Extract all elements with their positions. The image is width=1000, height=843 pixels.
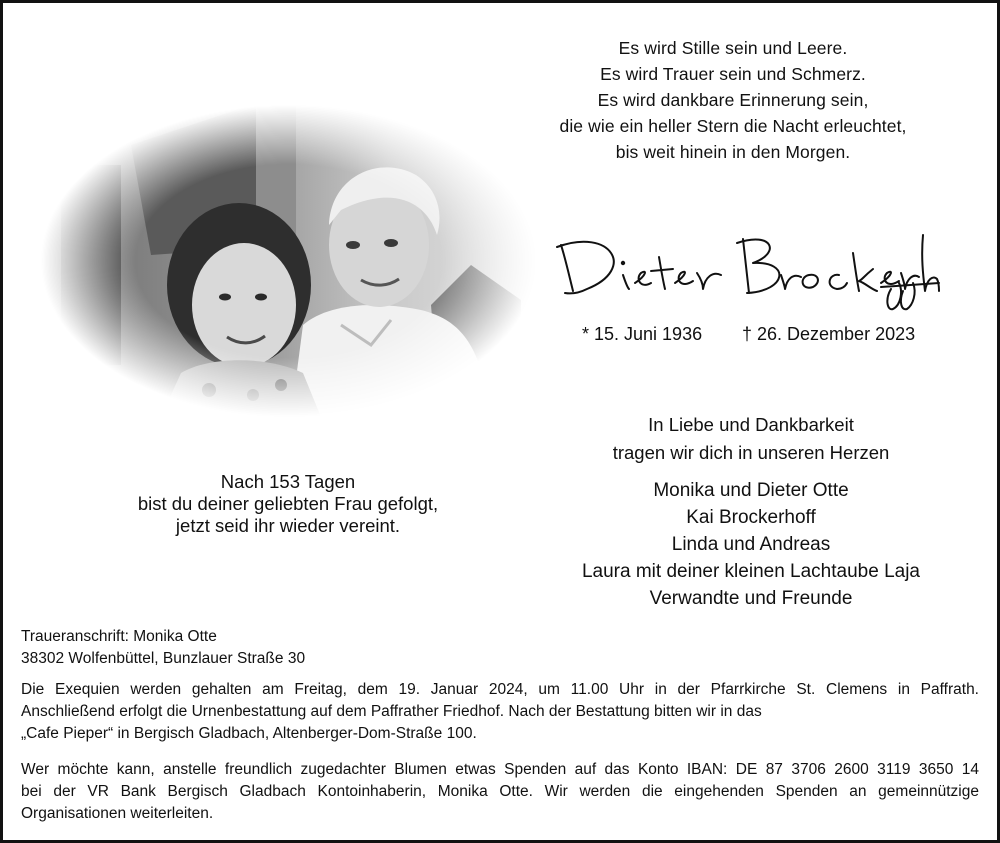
address-line: Traueranschrift: Monika Otte <box>21 628 217 645</box>
mourning-address <box>21 626 305 670</box>
reunion-line: Nach 153 Tagen <box>220 471 356 492</box>
reunion-text <box>93 471 483 537</box>
poem-line: bis weit hinein in den Morgen. <box>615 142 851 162</box>
mourner-name: Monika und Dieter Otte <box>653 480 849 501</box>
death-date: † 26. Dezember 2023 <box>742 324 916 344</box>
donation-line: Organisationen weiterleiten. <box>21 805 214 822</box>
mourner-name: Verwandte und Freunde <box>649 588 853 609</box>
exequies-line: „Cafe Pieper“ in Bergisch Gladbach, Altenberger-Dom-Straße 100. <box>21 725 477 742</box>
name-signature <box>551 217 941 313</box>
dedication-line: In Liebe und Dankbarkeit <box>648 414 854 435</box>
mourners-list <box>531 477 971 612</box>
dedication-line: tragen wir dich in unseren Herzen <box>612 442 890 463</box>
reunion-line: bist du deiner geliebten Frau gefolgt, <box>137 493 439 514</box>
exequies-line: Die Exequien werden gehalten am Freitag, dem 19. Januar 2024, um 11.00 Uhr in der Pfarrkirche St. Clemens in Paffrath. <box>21 681 979 698</box>
dedication <box>551 411 951 467</box>
poem-line: Es wird Stille sein und Leere. <box>618 38 848 58</box>
reunion-line: jetzt seid ihr wieder vereint. <box>175 515 401 536</box>
donation-line: Wer möchte kann, anstelle freundlich zugedachter Blumen etwas Spenden auf das Konto IBAN: DE 87 3706 2600 3119 3650 14 <box>21 761 979 778</box>
donation-line: bei der VR Bank Bergisch Gladbach Kontoinhaberin, Monika Otte. Wir werden die eingehenden Spenden an gemeinnützige <box>21 783 979 800</box>
exequies-paragraph <box>21 679 979 745</box>
mourner-name: Laura mit deiner kleinen Lachtaube Laja <box>581 561 920 582</box>
exequies-line: Anschließend erfolgt die Urnenbestattung auf dem Paffrather Friedhof. Nach der Bestattung bitten wir in das <box>21 703 762 720</box>
donation-paragraph <box>21 759 979 825</box>
mourner-name: Linda und Andreas <box>671 534 831 555</box>
couple-photo <box>41 105 537 417</box>
birth-date: * 15. Juni 1936 <box>582 324 703 344</box>
mourner-name: Kai Brockerhoff <box>686 507 816 528</box>
poem-line: die wie ein heller Stern die Nacht erleuchtet, <box>559 116 907 136</box>
poem-line: Es wird Trauer sein und Schmerz. <box>600 64 866 84</box>
address-line: 38302 Wolfenbüttel, Bunzlauer Straße 30 <box>21 650 306 667</box>
memorial-poem <box>523 35 943 165</box>
poem-line: Es wird dankbare Erinnerung sein, <box>597 90 869 110</box>
